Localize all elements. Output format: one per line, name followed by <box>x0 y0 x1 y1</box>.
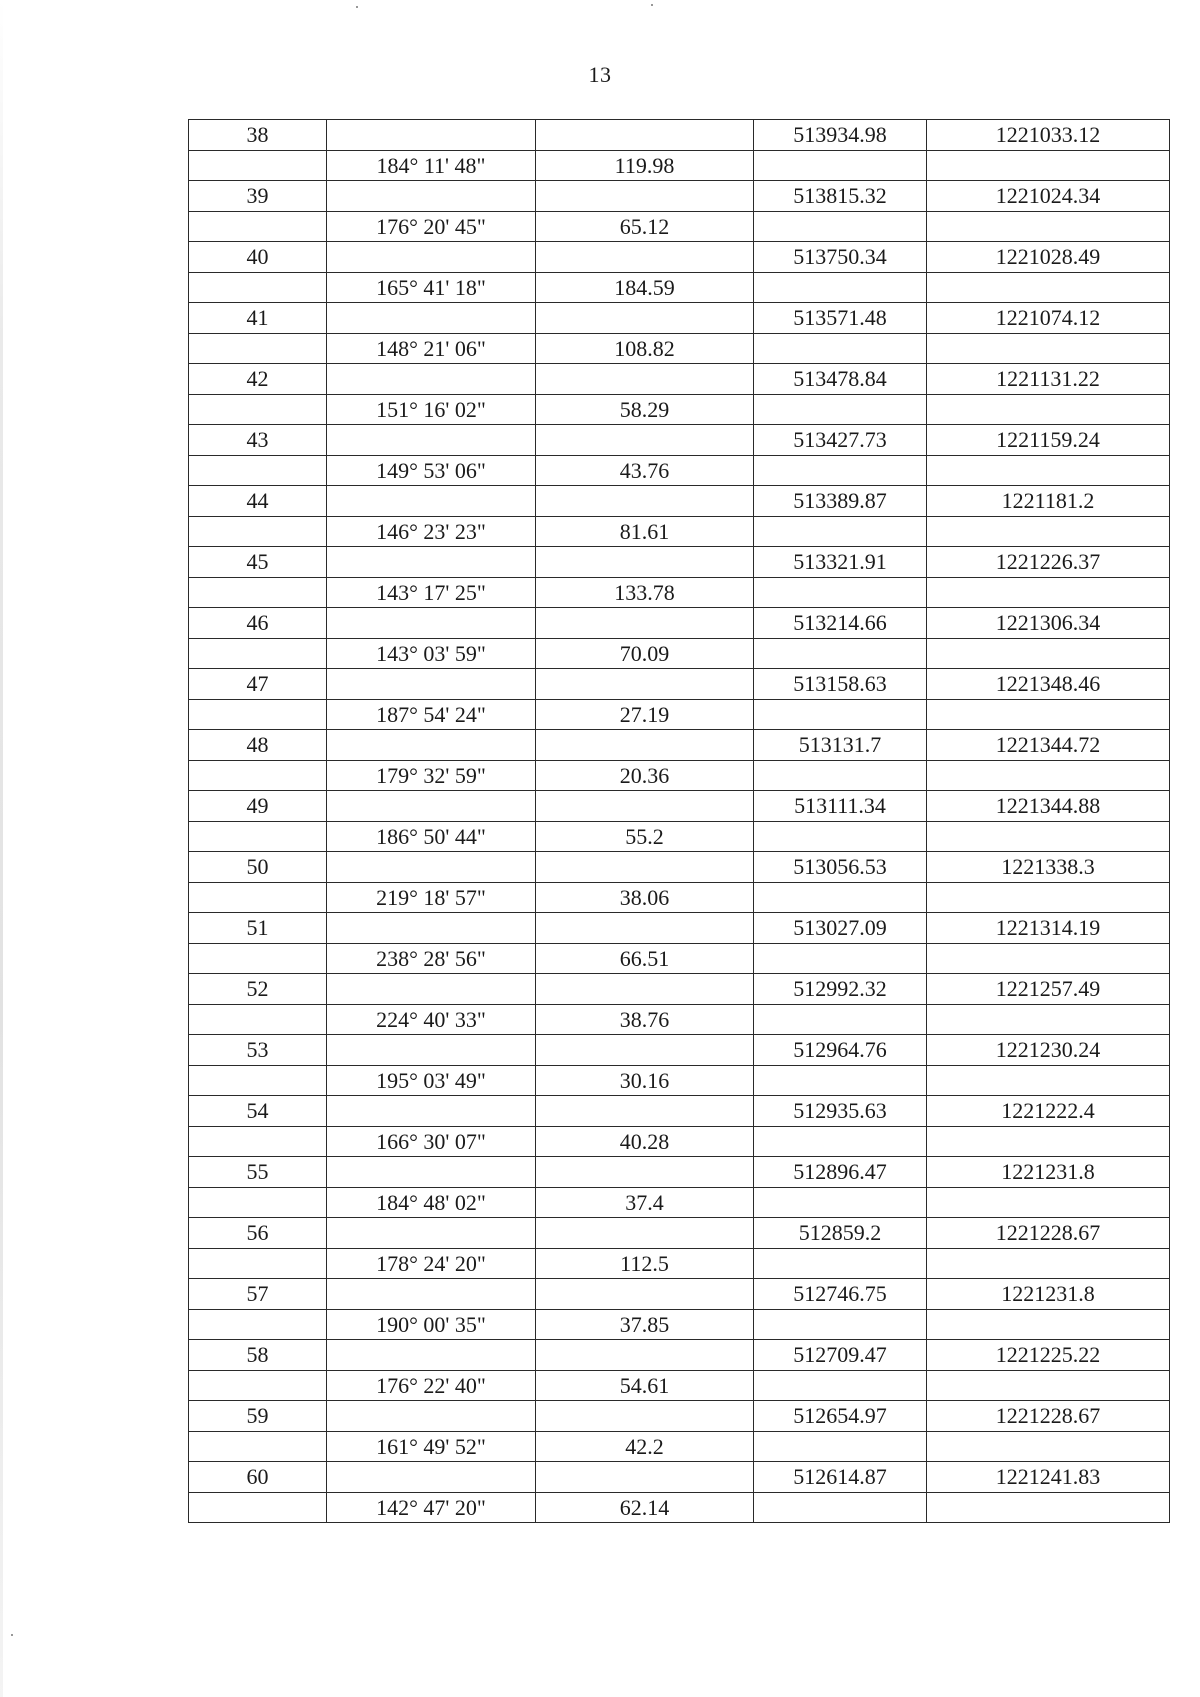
bearing-cell-empty <box>327 303 536 334</box>
distance-cell-empty <box>536 1157 754 1188</box>
line-row <box>189 638 1170 669</box>
northing-cell-empty <box>754 1309 927 1340</box>
point-number-cell: 38 <box>189 120 327 151</box>
easting-cell: 1221028.49 <box>927 242 1170 273</box>
easting-cell-empty <box>927 272 1170 303</box>
line-row <box>189 394 1170 425</box>
scan-speck <box>651 4 653 6</box>
point-number-cell-empty <box>189 211 327 242</box>
easting-cell: 1221344.88 <box>927 791 1170 822</box>
line-row <box>189 1126 1170 1157</box>
point-number-cell-empty <box>189 638 327 669</box>
point-number-cell-empty <box>189 1248 327 1279</box>
point-row <box>189 730 1170 761</box>
point-row <box>189 364 1170 395</box>
bearing-cell: 148° 21' 06" <box>327 333 536 364</box>
point-row <box>189 791 1170 822</box>
point-number-cell: 57 <box>189 1279 327 1310</box>
point-row <box>189 852 1170 883</box>
northing-cell: 512614.87 <box>754 1462 927 1493</box>
northing-cell-empty <box>754 1492 927 1523</box>
distance-cell-empty <box>536 974 754 1005</box>
distance-cell-empty <box>536 1096 754 1127</box>
survey-table-body <box>189 120 1170 1523</box>
point-row <box>189 1340 1170 1371</box>
point-number-cell-empty <box>189 760 327 791</box>
line-row <box>189 821 1170 852</box>
northing-cell-empty <box>754 1187 927 1218</box>
point-row <box>189 1035 1170 1066</box>
northing-cell-empty <box>754 211 927 242</box>
line-row <box>189 699 1170 730</box>
bearing-cell-empty <box>327 1340 536 1371</box>
point-number-cell-empty <box>189 1004 327 1035</box>
bearing-cell: 149° 53' 06" <box>327 455 536 486</box>
distance-cell-empty <box>536 1279 754 1310</box>
northing-cell-empty <box>754 699 927 730</box>
easting-cell: 1221231.8 <box>927 1157 1170 1188</box>
line-row <box>189 1492 1170 1523</box>
point-number-cell: 58 <box>189 1340 327 1371</box>
bearing-cell-empty <box>327 730 536 761</box>
bearing-cell-empty <box>327 425 536 456</box>
point-number-cell: 51 <box>189 913 327 944</box>
bearing-cell: 161° 49' 52" <box>327 1431 536 1462</box>
point-row <box>189 913 1170 944</box>
bearing-cell: 178° 24' 20" <box>327 1248 536 1279</box>
point-number-cell-empty <box>189 1187 327 1218</box>
northing-cell: 513056.53 <box>754 852 927 883</box>
scan-edge-shadow <box>0 0 3 1697</box>
point-row <box>189 1157 1170 1188</box>
point-number-cell: 49 <box>189 791 327 822</box>
distance-cell-empty <box>536 1035 754 1066</box>
line-row <box>189 150 1170 181</box>
northing-cell-empty <box>754 1248 927 1279</box>
easting-cell: 1221024.34 <box>927 181 1170 212</box>
bearing-cell: 176° 20' 45" <box>327 211 536 242</box>
distance-cell: 38.76 <box>536 1004 754 1035</box>
bearing-cell-empty <box>327 1096 536 1127</box>
scan-speck <box>11 1634 13 1636</box>
bearing-cell-empty <box>327 181 536 212</box>
point-number-cell: 47 <box>189 669 327 700</box>
distance-cell-empty <box>536 608 754 639</box>
easting-cell: 1221348.46 <box>927 669 1170 700</box>
line-row <box>189 1065 1170 1096</box>
northing-cell: 513111.34 <box>754 791 927 822</box>
bearing-cell: 143° 17' 25" <box>327 577 536 608</box>
distance-cell: 81.61 <box>536 516 754 547</box>
easting-cell-empty <box>927 760 1170 791</box>
point-number-cell: 60 <box>189 1462 327 1493</box>
distance-cell-empty <box>536 181 754 212</box>
northing-cell: 513214.66 <box>754 608 927 639</box>
bearing-cell: 238° 28' 56" <box>327 943 536 974</box>
point-number-cell: 39 <box>189 181 327 212</box>
bearing-cell: 186° 50' 44" <box>327 821 536 852</box>
point-number-cell: 54 <box>189 1096 327 1127</box>
bearing-cell: 165° 41' 18" <box>327 272 536 303</box>
bearing-cell-empty <box>327 120 536 151</box>
distance-cell-empty <box>536 120 754 151</box>
point-number-cell: 59 <box>189 1401 327 1432</box>
easting-cell-empty <box>927 455 1170 486</box>
northing-cell: 512859.2 <box>754 1218 927 1249</box>
easting-cell-empty <box>927 211 1170 242</box>
point-number-cell-empty <box>189 455 327 486</box>
distance-cell-empty <box>536 913 754 944</box>
distance-cell: 38.06 <box>536 882 754 913</box>
point-number-cell: 53 <box>189 1035 327 1066</box>
northing-cell: 512935.63 <box>754 1096 927 1127</box>
point-number-cell-empty <box>189 1370 327 1401</box>
bearing-cell: 184° 48' 02" <box>327 1187 536 1218</box>
northing-cell-empty <box>754 821 927 852</box>
easting-cell-empty <box>927 943 1170 974</box>
easting-cell: 1221159.24 <box>927 425 1170 456</box>
easting-cell-empty <box>927 699 1170 730</box>
point-number-cell: 43 <box>189 425 327 456</box>
distance-cell: 108.82 <box>536 333 754 364</box>
northing-cell-empty <box>754 1126 927 1157</box>
northing-cell-empty <box>754 272 927 303</box>
northing-cell: 513158.63 <box>754 669 927 700</box>
point-row <box>189 120 1170 151</box>
northing-cell: 513934.98 <box>754 120 927 151</box>
bearing-cell-empty <box>327 1218 536 1249</box>
point-row <box>189 547 1170 578</box>
easting-cell: 1221226.37 <box>927 547 1170 578</box>
northing-cell-empty <box>754 577 927 608</box>
northing-cell-empty <box>754 455 927 486</box>
bearing-cell: 224° 40' 33" <box>327 1004 536 1035</box>
northing-cell: 512964.76 <box>754 1035 927 1066</box>
survey-coordinates-table <box>188 119 1170 1523</box>
point-row <box>189 303 1170 334</box>
distance-cell: 37.85 <box>536 1309 754 1340</box>
easting-cell-empty <box>927 1004 1170 1035</box>
distance-cell-empty <box>536 1340 754 1371</box>
bearing-cell: 151° 16' 02" <box>327 394 536 425</box>
point-row <box>189 1462 1170 1493</box>
distance-cell-empty <box>536 1462 754 1493</box>
northing-cell-empty <box>754 516 927 547</box>
distance-cell: 37.4 <box>536 1187 754 1218</box>
point-number-cell-empty <box>189 1431 327 1462</box>
point-number-cell-empty <box>189 882 327 913</box>
bearing-cell: 179° 32' 59" <box>327 760 536 791</box>
easting-cell-empty <box>927 577 1170 608</box>
northing-cell-empty <box>754 1004 927 1035</box>
distance-cell: 58.29 <box>536 394 754 425</box>
easting-cell: 1221222.4 <box>927 1096 1170 1127</box>
distance-cell-empty <box>536 303 754 334</box>
distance-cell: 27.19 <box>536 699 754 730</box>
distance-cell: 65.12 <box>536 211 754 242</box>
northing-cell: 513571.48 <box>754 303 927 334</box>
point-number-cell-empty <box>189 1065 327 1096</box>
line-row <box>189 1187 1170 1218</box>
northing-cell-empty <box>754 150 927 181</box>
bearing-cell-empty <box>327 913 536 944</box>
distance-cell-empty <box>536 242 754 273</box>
distance-cell-empty <box>536 1401 754 1432</box>
point-number-cell: 56 <box>189 1218 327 1249</box>
bearing-cell-empty <box>327 1157 536 1188</box>
northing-cell: 513478.84 <box>754 364 927 395</box>
bearing-cell: 219° 18' 57" <box>327 882 536 913</box>
northing-cell-empty <box>754 1370 927 1401</box>
easting-cell-empty <box>927 1065 1170 1096</box>
point-number-cell: 48 <box>189 730 327 761</box>
northing-cell-empty <box>754 760 927 791</box>
point-row <box>189 1279 1170 1310</box>
bearing-cell: 187° 54' 24" <box>327 699 536 730</box>
distance-cell: 184.59 <box>536 272 754 303</box>
point-number-cell-empty <box>189 394 327 425</box>
line-row <box>189 1248 1170 1279</box>
easting-cell: 1221338.3 <box>927 852 1170 883</box>
distance-cell-empty <box>536 791 754 822</box>
northing-cell-empty <box>754 333 927 364</box>
northing-cell: 512654.97 <box>754 1401 927 1432</box>
easting-cell: 1221228.67 <box>927 1218 1170 1249</box>
easting-cell: 1221225.22 <box>927 1340 1170 1371</box>
point-number-cell-empty <box>189 577 327 608</box>
line-row <box>189 1370 1170 1401</box>
point-number-cell-empty <box>189 699 327 730</box>
line-row <box>189 760 1170 791</box>
northing-cell-empty <box>754 1065 927 1096</box>
northing-cell: 513321.91 <box>754 547 927 578</box>
distance-cell: 119.98 <box>536 150 754 181</box>
point-row <box>189 181 1170 212</box>
bearing-cell-empty <box>327 974 536 1005</box>
line-row <box>189 333 1170 364</box>
easting-cell-empty <box>927 516 1170 547</box>
distance-cell: 70.09 <box>536 638 754 669</box>
bearing-cell: 195° 03' 49" <box>327 1065 536 1096</box>
distance-cell: 66.51 <box>536 943 754 974</box>
easting-cell-empty <box>927 1187 1170 1218</box>
bearing-cell: 176° 22' 40" <box>327 1370 536 1401</box>
bearing-cell-empty <box>327 1279 536 1310</box>
northing-cell-empty <box>754 394 927 425</box>
distance-cell: 20.36 <box>536 760 754 791</box>
line-row <box>189 577 1170 608</box>
easting-cell: 1221230.24 <box>927 1035 1170 1066</box>
bearing-cell-empty <box>327 791 536 822</box>
easting-cell: 1221306.34 <box>927 608 1170 639</box>
northing-cell: 513750.34 <box>754 242 927 273</box>
point-number-cell-empty <box>189 1492 327 1523</box>
easting-cell: 1221228.67 <box>927 1401 1170 1432</box>
point-number-cell-empty <box>189 821 327 852</box>
distance-cell: 42.2 <box>536 1431 754 1462</box>
point-row <box>189 669 1170 700</box>
bearing-cell-empty <box>327 364 536 395</box>
distance-cell: 30.16 <box>536 1065 754 1096</box>
northing-cell: 512746.75 <box>754 1279 927 1310</box>
scan-speck <box>356 6 358 8</box>
point-row <box>189 974 1170 1005</box>
easting-cell: 1221131.22 <box>927 364 1170 395</box>
bearing-cell-empty <box>327 669 536 700</box>
bearing-cell: 166° 30' 07" <box>327 1126 536 1157</box>
distance-cell: 54.61 <box>536 1370 754 1401</box>
bearing-cell-empty <box>327 1401 536 1432</box>
easting-cell: 1221033.12 <box>927 120 1170 151</box>
point-number-cell-empty <box>189 516 327 547</box>
easting-cell-empty <box>927 638 1170 669</box>
distance-cell: 62.14 <box>536 1492 754 1523</box>
bearing-cell: 190° 00' 35" <box>327 1309 536 1340</box>
bearing-cell-empty <box>327 486 536 517</box>
point-row <box>189 1218 1170 1249</box>
point-number-cell: 45 <box>189 547 327 578</box>
bearing-cell: 142° 47' 20" <box>327 1492 536 1523</box>
easting-cell-empty <box>927 394 1170 425</box>
easting-cell-empty <box>927 821 1170 852</box>
bearing-cell: 143° 03' 59" <box>327 638 536 669</box>
line-row <box>189 943 1170 974</box>
bearing-cell-empty <box>327 608 536 639</box>
line-row <box>189 1004 1170 1035</box>
point-number-cell: 44 <box>189 486 327 517</box>
northing-cell: 513131.7 <box>754 730 927 761</box>
distance-cell-empty <box>536 852 754 883</box>
easting-cell-empty <box>927 150 1170 181</box>
bearing-cell-empty <box>327 547 536 578</box>
northing-cell: 513815.32 <box>754 181 927 212</box>
distance-cell-empty <box>536 1218 754 1249</box>
point-row <box>189 486 1170 517</box>
distance-cell-empty <box>536 669 754 700</box>
point-number-cell: 50 <box>189 852 327 883</box>
distance-cell-empty <box>536 730 754 761</box>
distance-cell-empty <box>536 364 754 395</box>
point-number-cell: 52 <box>189 974 327 1005</box>
point-number-cell-empty <box>189 333 327 364</box>
bearing-cell-empty <box>327 242 536 273</box>
point-row <box>189 242 1170 273</box>
easting-cell-empty <box>927 333 1170 364</box>
easting-cell: 1221344.72 <box>927 730 1170 761</box>
point-number-cell-empty <box>189 272 327 303</box>
point-number-cell-empty <box>189 943 327 974</box>
northing-cell-empty <box>754 638 927 669</box>
northing-cell: 513027.09 <box>754 913 927 944</box>
distance-cell-empty <box>536 425 754 456</box>
distance-cell: 40.28 <box>536 1126 754 1157</box>
northing-cell-empty <box>754 943 927 974</box>
northing-cell: 512992.32 <box>754 974 927 1005</box>
northing-cell-empty <box>754 1431 927 1462</box>
line-row <box>189 1431 1170 1462</box>
line-row <box>189 211 1170 242</box>
page-number: 13 <box>588 62 612 87</box>
easting-cell: 1221181.2 <box>927 486 1170 517</box>
northing-cell: 512896.47 <box>754 1157 927 1188</box>
easting-cell: 1221241.83 <box>927 1462 1170 1493</box>
northing-cell: 512709.47 <box>754 1340 927 1371</box>
easting-cell: 1221257.49 <box>927 974 1170 1005</box>
bearing-cell: 146° 23' 23" <box>327 516 536 547</box>
bearing-cell-empty <box>327 852 536 883</box>
distance-cell: 133.78 <box>536 577 754 608</box>
point-number-cell: 46 <box>189 608 327 639</box>
point-number-cell: 40 <box>189 242 327 273</box>
northing-cell: 513389.87 <box>754 486 927 517</box>
easting-cell-empty <box>927 1309 1170 1340</box>
point-number-cell: 41 <box>189 303 327 334</box>
point-number-cell-empty <box>189 1309 327 1340</box>
easting-cell-empty <box>927 1431 1170 1462</box>
easting-cell: 1221231.8 <box>927 1279 1170 1310</box>
easting-cell-empty <box>927 1370 1170 1401</box>
bearing-cell-empty <box>327 1462 536 1493</box>
easting-cell-empty <box>927 882 1170 913</box>
line-row <box>189 882 1170 913</box>
distance-cell: 112.5 <box>536 1248 754 1279</box>
point-row <box>189 1096 1170 1127</box>
distance-cell: 55.2 <box>536 821 754 852</box>
bearing-cell: 184° 11' 48" <box>327 150 536 181</box>
line-row <box>189 1309 1170 1340</box>
distance-cell: 43.76 <box>536 455 754 486</box>
bearing-cell-empty <box>327 1035 536 1066</box>
line-row <box>189 272 1170 303</box>
easting-cell-empty <box>927 1492 1170 1523</box>
easting-cell: 1221314.19 <box>927 913 1170 944</box>
distance-cell-empty <box>536 547 754 578</box>
easting-cell: 1221074.12 <box>927 303 1170 334</box>
point-row <box>189 425 1170 456</box>
line-row <box>189 455 1170 486</box>
point-row <box>189 608 1170 639</box>
line-row <box>189 516 1170 547</box>
point-number-cell-empty <box>189 1126 327 1157</box>
easting-cell-empty <box>927 1248 1170 1279</box>
point-number-cell: 55 <box>189 1157 327 1188</box>
distance-cell-empty <box>536 486 754 517</box>
point-row <box>189 1401 1170 1432</box>
northing-cell-empty <box>754 882 927 913</box>
point-number-cell-empty <box>189 150 327 181</box>
northing-cell: 513427.73 <box>754 425 927 456</box>
easting-cell-empty <box>927 1126 1170 1157</box>
point-number-cell: 42 <box>189 364 327 395</box>
